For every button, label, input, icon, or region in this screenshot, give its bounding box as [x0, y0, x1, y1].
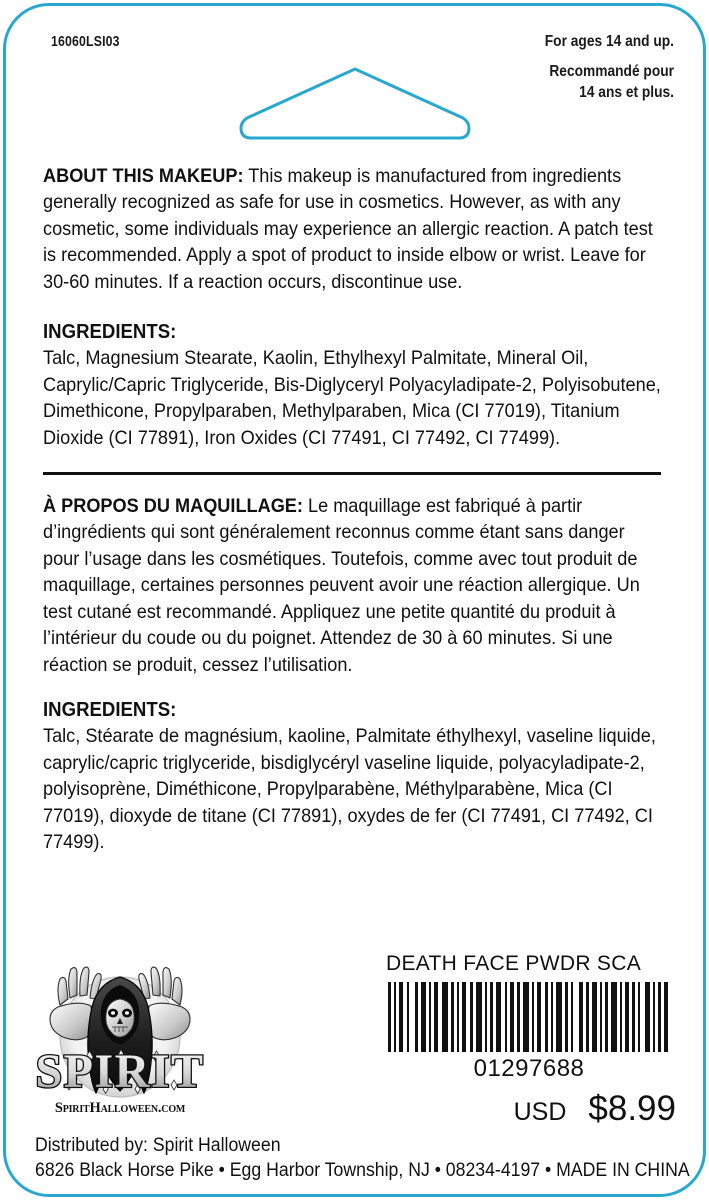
distributor-line1: Distributed by: Spirit Halloween [35, 1135, 281, 1156]
barcode-block [386, 952, 678, 1129]
section-divider [43, 472, 661, 475]
distributor-line2: 6826 Black Horse Pike • Egg Harbor Township, NJ • 08234-4197 • MADE IN CHINA [35, 1160, 690, 1181]
about-makeup-paragraph-french [43, 493, 661, 678]
barcode-bars [386, 982, 672, 1052]
age-notice [414, 31, 674, 103]
price-currency: USD [513, 1098, 567, 1126]
about-makeup-label-french: À PROPOS DU MAQUILLAGE: [43, 495, 303, 518]
product-code: 16060LSI03 [51, 33, 120, 50]
price-value: $8.99 [588, 1089, 676, 1128]
ingredients-heading-english: INGREDIENTS: [43, 321, 177, 344]
brand-website: SpiritHalloween.com [54, 1100, 186, 1116]
ingredients-list-english: Talc, Magnesium Stearate, Kaolin, Ethylhexyl Palmitate, Mineral Oil, Caprylic/Capric Triglyceride, Bis-Diglyceryl Polyacyladipate-2, Polyisobutene, Dimethicone, Propylparaben, Methylparaben, Mica (CI 77019), Titanium Dioxide (CI 77891), Iron Oxides (CI 77491, CI 77492, CI 77499). [43, 347, 661, 449]
barcode-number: 01297688 [473, 1055, 585, 1082]
price-row [386, 1089, 676, 1129]
barcode-product-name: DEATH FACE PWDR SCA [386, 952, 642, 975]
ingredients-list-french: Talc, Stéarate de magnésium, kaoline, Palmitate éthylhexyl, vaseline liquide, caprylic/capric triglyceride, bisdiglycéryl vaseline liquide, polyacyladipate-2, polyisoprène, Diméthicone, Propylparabène, Méthylparabène, Mica (CI 77019), dioxyde de titane (CI 77891), oxydes de fer (CI 77491, CI 77492, CI 77499). [43, 725, 656, 853]
about-makeup-body-french: Le maquillage est fabriqué à partir d’ingrédients qui sont généralement reconnus comme étant sans danger pour l’usage dans les cosmétiques. Toutefois, comme avec tout produit de maquillage, certaines personnes peuvent avoir une réaction allergique. Un test cutané est recommandé. Appliquez une petite quantité du produit à l’intérieur du coude ou du poignet. Attendez de 30 à 60 minutes. Si une réaction se produit, cessez l’utilisation. [43, 495, 640, 676]
distributor-info [35, 1133, 690, 1183]
svg-text:SPIRIT: SPIRIT [35, 1045, 205, 1098]
about-makeup-paragraph-english [43, 163, 661, 295]
ingredients-heading-french: INGREDIENTS: [43, 698, 177, 721]
age-notice-french-line2: 14 ans et plus. [579, 84, 674, 101]
age-notice-french-line1: Recommandé pour [549, 63, 674, 80]
age-notice-english: For ages 14 and up. [544, 33, 674, 50]
label-content [43, 163, 661, 855]
label-footer-zone [0, 940, 709, 1200]
about-makeup-label-english: ABOUT THIS MAKEUP: [43, 165, 244, 187]
about-makeup-body-english: This makeup is manufactured from ingredients generally recognized as safe for use in cosmetics. However, as with any cosmetic, some individuals may experience an allergic reaction. A patch test is recommended. Apply a spot of product to inside elbow or wrist. Leave for 30-60 minutes. If a reaction occurs, discontinue use. [43, 165, 653, 293]
